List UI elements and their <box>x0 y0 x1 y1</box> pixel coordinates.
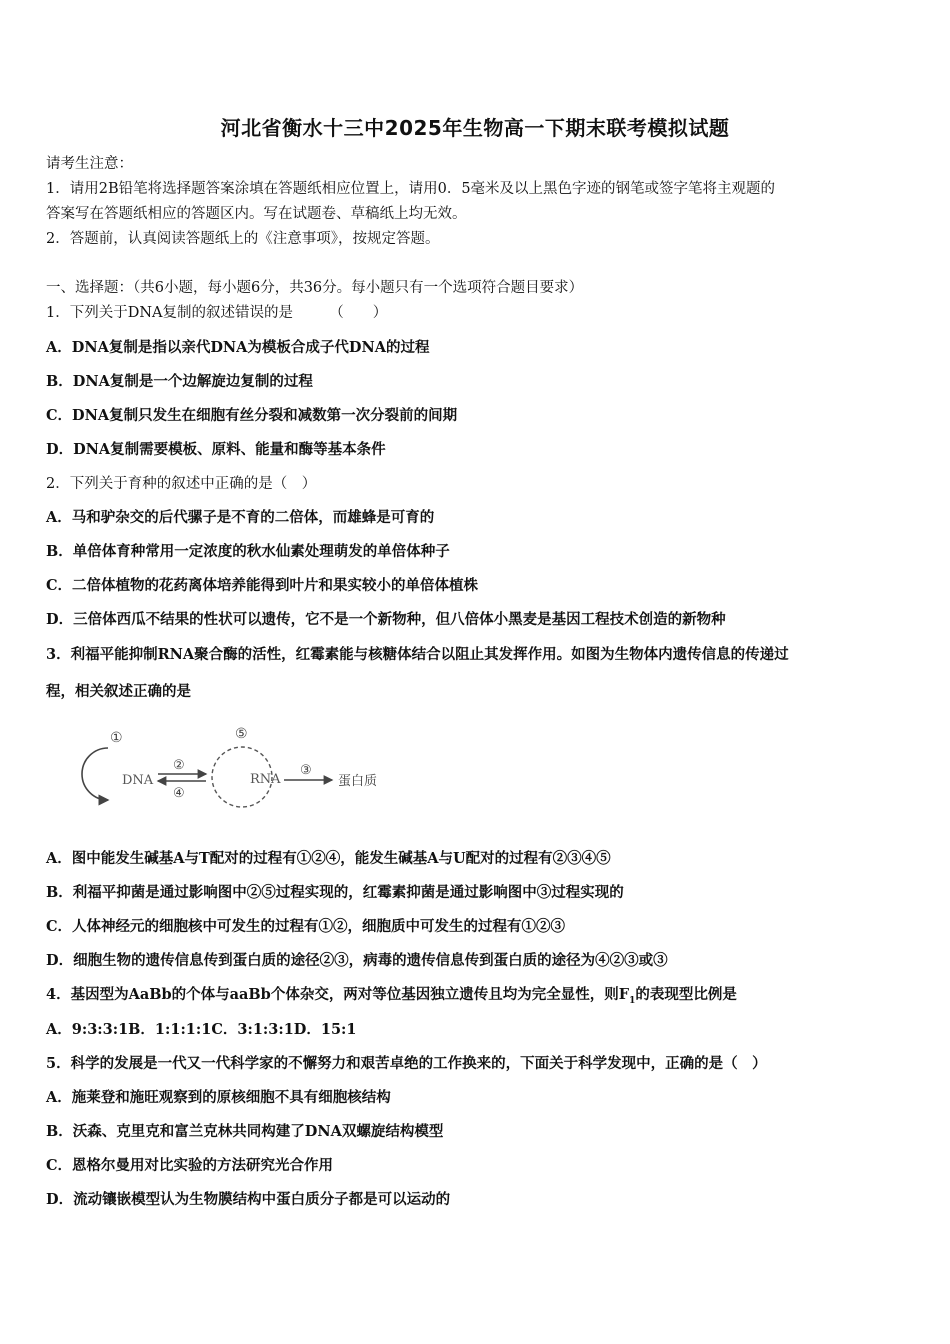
q2-option-a: A．马和驴杂交的后代骡子是不育的二倍体，而雄蜂是可育的 <box>46 509 435 526</box>
q4-stem-pre: 4．基因型为AaBb的个体与aaBb个体杂交，两对等位基因独立遗传且均为完全显性，则F <box>46 986 630 1003</box>
q2-stem: 2．下列关于育种的叙述中正确的是（ ） <box>46 476 317 492</box>
genetic-info-flow-diagram <box>70 722 400 814</box>
q3-option-c: C．人体神经元的细胞核中可发生的过程有①②，细胞质中可发生的过程有①②③ <box>46 918 566 935</box>
notice-heading: 请考生注意： <box>46 156 133 172</box>
notice-item-1a: 1．请用2B铅笔将选择题答案涂填在答题纸相应位置上，请用0．5毫米及以上黑色字迹的钢笔或签字笔将主观题的 <box>46 181 776 197</box>
q4-stem-post: 的表现型比例是 <box>635 986 737 1003</box>
q1-option-a: A．DNA复制是指以亲代DNA为模板合成子代DNA的过程 <box>46 339 430 356</box>
q1-option-d: D．DNA复制需要模板、原料、能量和酶等基本条件 <box>46 441 386 458</box>
label-5: ⑤ <box>235 726 248 742</box>
q5-stem: 5．科学的发展是一代又一代科学家的不懈努力和艰苦卓绝的工作换来的，下面关于科学发现中，正确的是（ ） <box>46 1055 767 1072</box>
q2-option-b: B．单倍体育种常用一定浓度的秋水仙素处理萌发的单倍体种子 <box>46 543 450 560</box>
q1-option-b: B．DNA复制是一个边解旋边复制的过程 <box>46 373 313 390</box>
notice-item-1b: 答案写在答题纸相应的答题区内。写在试题卷、草稿纸上均无效。 <box>46 206 467 222</box>
q3-stem-line2: 程，相关叙述正确的是 <box>46 683 191 700</box>
q1-stem: 1．下列关于DNA复制的叙述错误的是 （ ） <box>46 305 388 321</box>
label-protein: 蛋白质 <box>338 774 378 789</box>
q3-option-b: B．利福平抑菌是通过影响图中②⑤过程实现的，红霉素抑菌是通过影响图中③过程实现的 <box>46 884 624 901</box>
q5-option-a: A．施莱登和施旺观察到的原核细胞不具有细胞核结构 <box>46 1089 391 1106</box>
q5-option-d: D．流动镶嵌模型认为生物膜结构中蛋白质分子都是可以运动的 <box>46 1191 451 1208</box>
label-3: ③ <box>300 763 312 778</box>
notice-item-2: 2．答题前，认真阅读答题纸上的《注意事项》，按规定答题。 <box>46 231 440 247</box>
q4-options: A．9:3:3:1B．1:1:1:1C．3:1:3:1D．15:1 <box>46 1021 357 1038</box>
q3-option-d: D．细胞生物的遗传信息传到蛋白质的途径②③，病毒的遗传信息传到蛋白质的途径为④②③或③ <box>46 952 668 969</box>
q2-option-d: D．三倍体西瓜不结果的性状可以遗传，它不是一个新物种，但八倍体小黑麦是基因工程技术创造的新物种 <box>46 611 726 628</box>
label-dna: DNA <box>122 773 154 788</box>
label-2: ② <box>173 758 185 773</box>
label-1: ① <box>110 730 123 746</box>
dna-replication-loop <box>82 748 108 800</box>
q3-option-a: A．图中能发生碱基A与T配对的过程有①②④，能发生碱基A与U配对的过程有②③④⑤ <box>46 850 611 867</box>
label-4: ④ <box>173 786 185 801</box>
q2-option-c: C．二倍体植物的花药离体培养能得到叶片和果实较小的单倍体植株 <box>46 577 479 594</box>
q4-stem <box>46 983 906 1006</box>
label-rna: RNA <box>250 772 281 787</box>
q1-option-c: C．DNA复制只发生在细胞有丝分裂和减数第一次分裂前的间期 <box>46 407 458 424</box>
q4-stem-sub: 1 <box>629 995 636 1006</box>
q5-option-b: B．沃森、克里克和富兰克林共同构建了DNA双螺旋结构模型 <box>46 1123 444 1140</box>
section-heading: 一、选择题：（共6小题，每小题6分，共36分。每小题只有一个选项符合题目要求） <box>46 280 584 296</box>
q3-stem-line1: 3．利福平能抑制RNA聚合酶的活性，红霉素能与核糖体结合以阻止其发挥作用。如图为生物体内遗传信息的传递过 <box>46 646 789 663</box>
q5-option-c: C．恩格尔曼用对比实验的方法研究光合作用 <box>46 1157 334 1174</box>
page-title: 河北省衡水十三中2025年生物高一下期末联考模拟试题 <box>220 116 730 140</box>
